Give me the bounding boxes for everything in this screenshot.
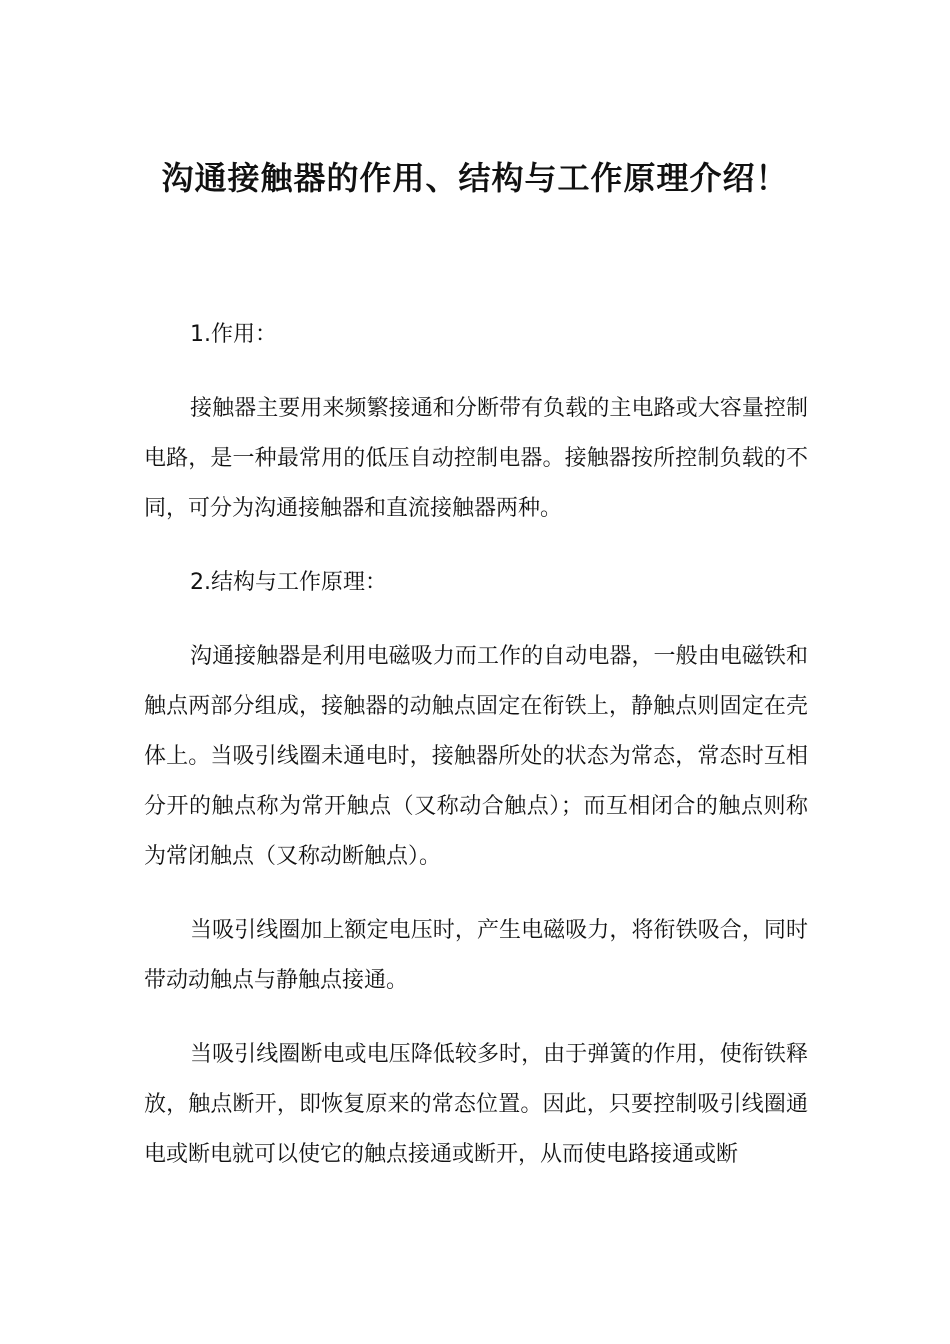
section-heading-structure: 2.结构与工作原理： [190, 570, 387, 595]
document-body [144, 310, 808, 1204]
paragraph-energized: 当吸引线圈加上额定电压时，产生电磁吸力，将衔铁吸合，同时带动动触点与静触点接通。 [144, 918, 808, 993]
paragraph-structure: 沟通接触器是利用电磁吸力而工作的自动电器，一般由电磁铁和触点两部分组成，接触器的动触点固定在衔铁上，静触点则固定在壳体上。当吸引线圈未通电时，接触器所处的状态为常态，常态时互相分开的触点称为常开触点（又称动合触点）；而互相闭合的触点则称为常闭触点（又称动断触点）。 [144, 644, 808, 869]
section-heading-function: 1.作用： [190, 322, 277, 347]
paragraph-function: 接触器主要用来频繁接通和分断带有负载的主电路或大容量控制电路，是一种最常用的低压自动控制电器。接触器按所控制负载的不同，可分为沟通接触器和直流接触器两种。 [144, 396, 808, 521]
paragraph-deenergized: 当吸引线圈断电或电压降低较多时，由于弹簧的作用，使衔铁释放，触点断开，即恢复原来的常态位置。因此，只要控制吸引线圈通电或断电就可以使它的触点接通或断开，从而使电路接通或断 [144, 1042, 808, 1167]
document-title: 沟通接触器的作用、结构与工作原理介绍！ [161, 159, 789, 197]
